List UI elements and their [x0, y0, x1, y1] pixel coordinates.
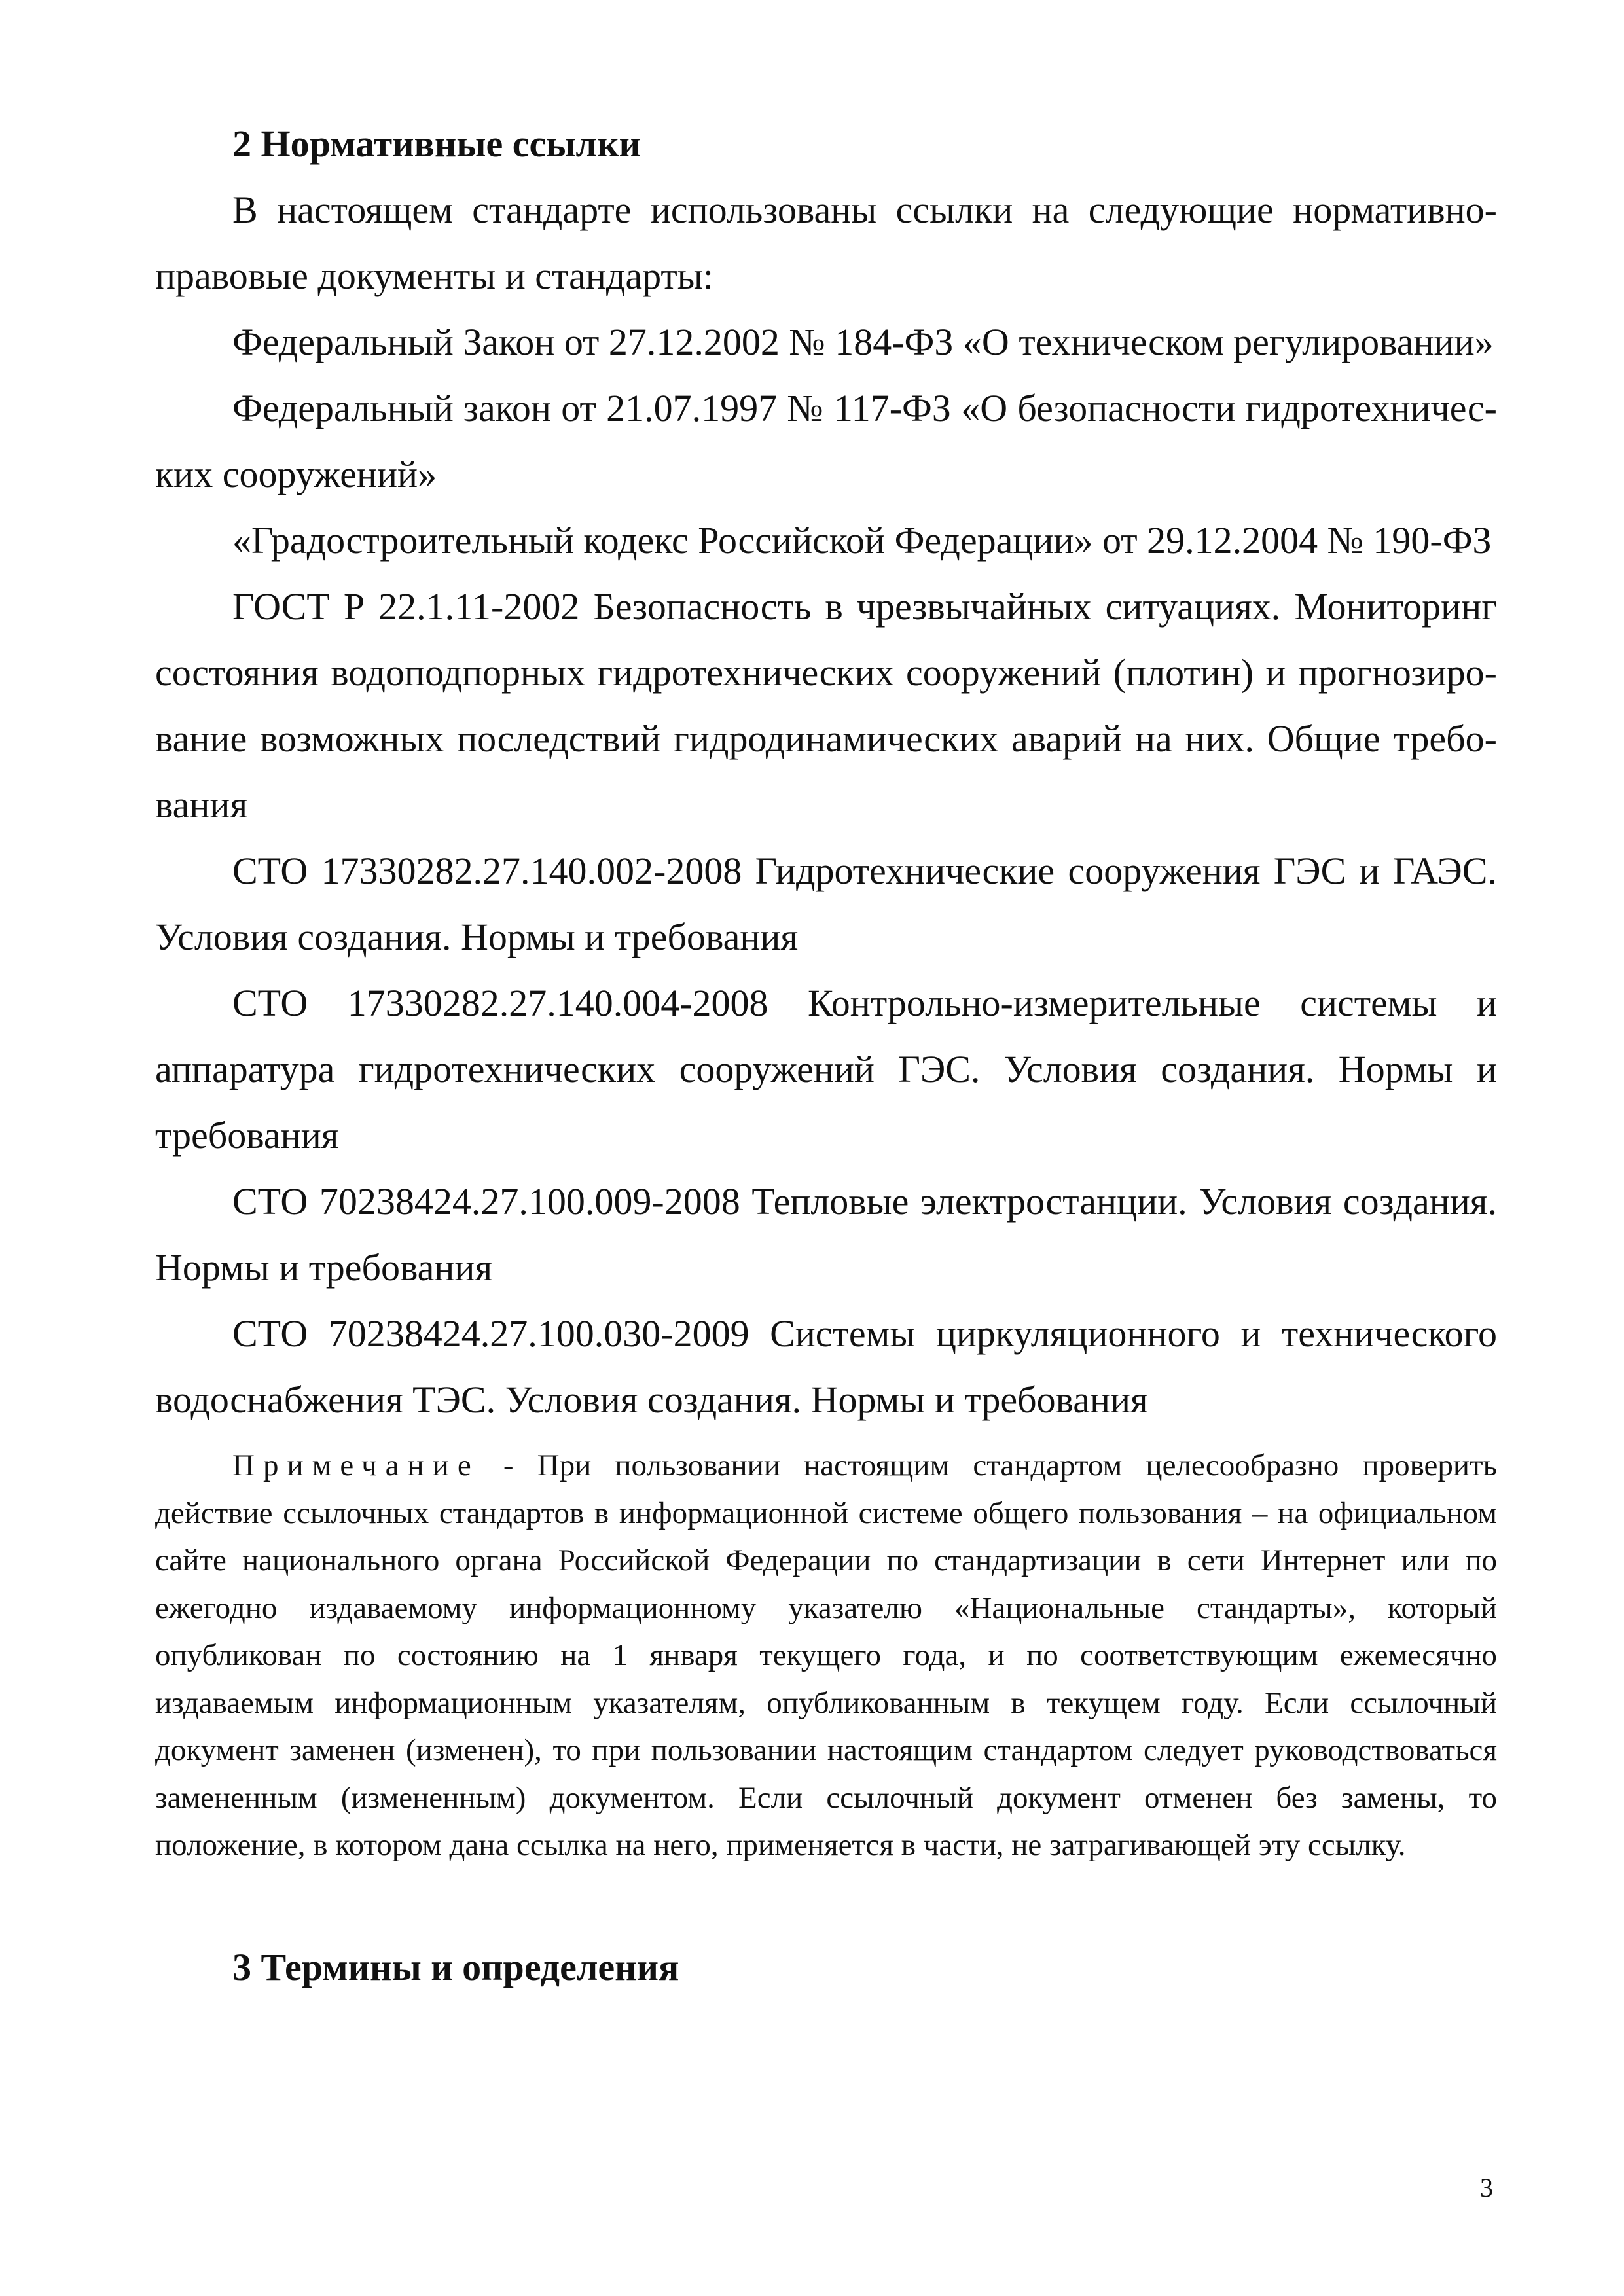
note-label: Примечание [232, 1448, 480, 1482]
page-content [155, 111, 1497, 2000]
section-2-heading: 2 Нормативные ссылки [232, 122, 641, 165]
section-3-heading: 3 Термины и определения [232, 1945, 679, 1988]
reference-item: Федеральный Закон от 27.12.2002 № 184-ФЗ «О техническом регулировании» [232, 321, 1494, 363]
note-text: - При пользовании настоящим стандартом целесообразно проверить действие ссылочных стандартов в информационной системе общего пользования – на официальном сайте национального органа Российской Федерации по стандартизации в сети Интернет или по ежегодно издаваемому информационному указателю «Национальные стандарты», который опубликован по состоянию на 1 января текущего года, и по соответствующим ежемесячно издаваемым информационным указателям, опубликованным в текущем году. Если ссылочный документ заменен (изменен), то при пользовании настоящим стандартом следует руководствоваться замененным (измененным) документом. Если ссылочный документ отменен без замены, то положение, в котором дана ссылка на него, применяется в части, не затрагивающей эту ссылку. [155, 1448, 1497, 1862]
note-paragraph [155, 1442, 1497, 1869]
reference-item: СТО 17330282.27.140.002-2008 Гидротехнические сооружения ГЭС и ГАЭС. Условия создания. Нормы и требования [155, 850, 1497, 958]
reference-item: ГОСТ Р 22.1.11-2002 Безопасность в чрезвычайных ситуациях. Мониторинг состояния водоподпорных гидротехнических сооружений (плотин) и прогнозирование возможных последствий гидродинамических аварий на них. Общие требования [155, 585, 1497, 826]
reference-item: СТО 70238424.27.100.030-2009 Системы циркуляционного и технического водоснабжения ТЭС. Условия создания. Нормы и требования [155, 1312, 1497, 1421]
section-2-intro: В настоящем стандарте использованы ссылки на следующие нормативно-правовые документы и стандарты: [155, 188, 1497, 297]
reference-item: СТО 17330282.27.140.004-2008 Контрольно-измерительные системы и аппаратура гидротехнических сооружений ГЭС. Условия создания. Нормы и требования [155, 982, 1497, 1157]
reference-item: СТО 70238424.27.100.009-2008 Тепловые электростанции. Условия создания. Нормы и требования [155, 1180, 1497, 1289]
page-number: 3 [1480, 2173, 1493, 2202]
reference-item: Федеральный закон от 21.07.1997 № 117-ФЗ «О безопасности гидротехнических сооружений» [155, 387, 1497, 495]
reference-item: «Градостроительный кодекс Российской Федерации» от 29.12.2004 № 190-ФЗ [232, 519, 1492, 562]
